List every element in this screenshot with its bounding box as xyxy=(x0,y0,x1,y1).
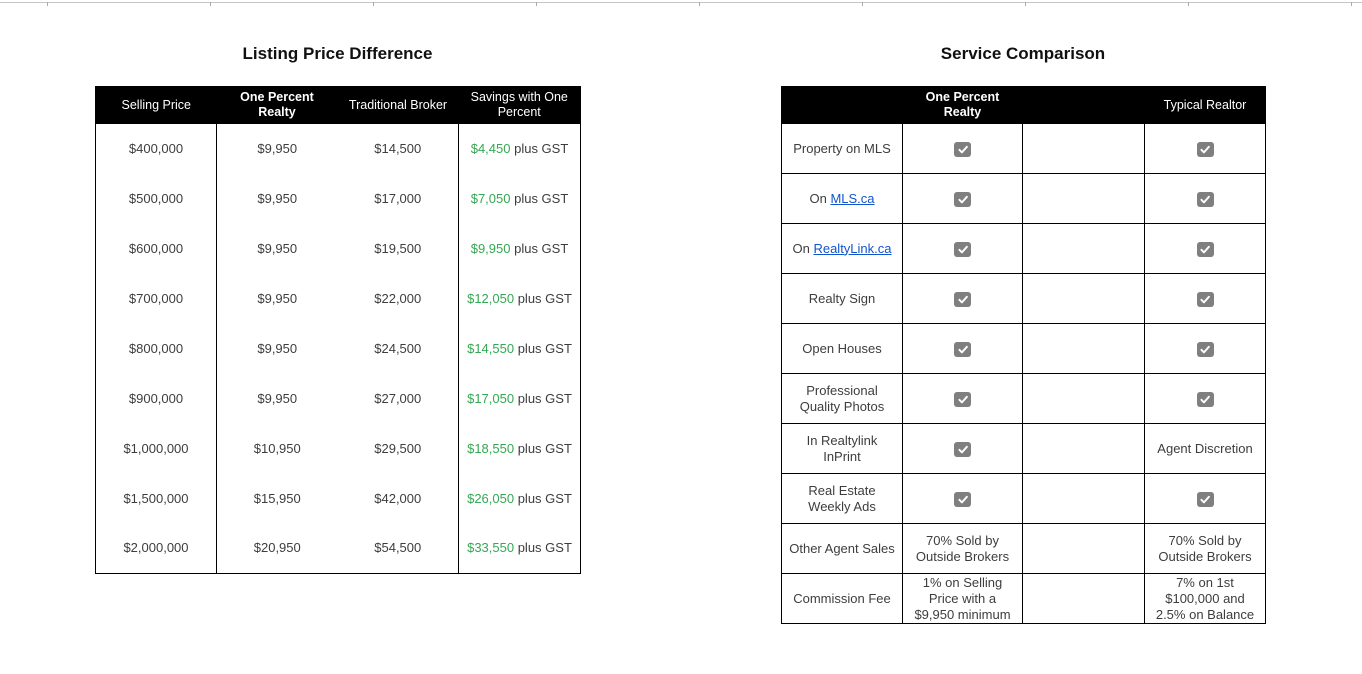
checkbox-checked-icon[interactable] xyxy=(954,492,971,507)
savings-suffix: plus GST xyxy=(514,290,572,306)
header-savings-with-one-percent: Savings with One Percent xyxy=(459,87,581,124)
traditional-fee-cell: $24,500 xyxy=(374,340,422,356)
savings-cell xyxy=(459,374,581,424)
savings-suffix: plus GST xyxy=(510,240,569,256)
listing-table-row xyxy=(96,324,581,374)
checkbox-checked-icon[interactable] xyxy=(954,142,971,157)
one-percent-realty-cell xyxy=(903,474,1023,524)
savings-suffix: plus GST xyxy=(514,440,572,456)
middle-cell xyxy=(1023,324,1145,374)
service-label-prefix: On xyxy=(792,240,814,256)
service-label-cell: Professional Quality Photos xyxy=(782,374,903,424)
checkbox-checked-icon[interactable] xyxy=(1197,492,1214,507)
service-table-row xyxy=(782,374,1266,424)
middle-cell xyxy=(1023,424,1145,474)
listing-table-row xyxy=(96,274,581,324)
service-label-cell xyxy=(782,224,903,274)
traditional-fee-cell: $22,000 xyxy=(374,290,422,306)
savings-cell xyxy=(459,124,581,174)
savings-cell xyxy=(459,524,581,574)
traditional-fee-cell: $54,500 xyxy=(374,540,422,556)
listing-table-row xyxy=(96,174,581,224)
ruler-tick xyxy=(210,2,211,6)
savings-amount: $14,550 xyxy=(467,340,515,356)
service-label-cell: Commission Fee xyxy=(782,574,903,624)
header-service-one-percent-realty: One Percent Realty xyxy=(903,87,1023,124)
one-percent-realty-cell xyxy=(903,424,1023,474)
savings-amount: $12,050 xyxy=(467,290,515,306)
savings-suffix: plus GST xyxy=(510,140,569,156)
header-one-percent-realty: One Percent Realty xyxy=(217,87,338,124)
middle-cell xyxy=(1023,274,1145,324)
one-percent-realty-cell xyxy=(903,224,1023,274)
checkbox-checked-icon[interactable] xyxy=(954,242,971,257)
top-ruler xyxy=(0,2,1362,3)
checkbox-checked-icon[interactable] xyxy=(954,192,971,207)
traditional-fee-cell: $14,500 xyxy=(374,140,422,156)
header-traditional-broker: Traditional Broker xyxy=(338,87,459,124)
savings-suffix: plus GST xyxy=(514,340,572,356)
service-label-prefix: On xyxy=(809,190,831,206)
one-percent-fee-cell: $20,950 xyxy=(253,540,301,556)
service-label-cell: Real Estate Weekly Ads xyxy=(782,474,903,524)
middle-cell xyxy=(1023,124,1145,174)
listing-table-row xyxy=(96,224,581,274)
listing-table-row xyxy=(96,524,581,574)
savings-cell xyxy=(459,474,581,524)
savings-suffix: plus GST xyxy=(514,540,572,556)
one-percent-realty-cell xyxy=(903,124,1023,174)
savings-amount: $33,550 xyxy=(467,540,515,556)
realtylink-ca-link[interactable]: RealtyLink.ca xyxy=(813,240,892,256)
traditional-fee-cell: $17,000 xyxy=(374,190,422,206)
middle-cell xyxy=(1023,574,1145,624)
savings-suffix: plus GST xyxy=(514,490,572,506)
savings-amount: $18,550 xyxy=(467,440,515,456)
typical-realtor-cell xyxy=(1145,374,1266,424)
typical-realtor-cell xyxy=(1145,174,1266,224)
typical-realtor-cell xyxy=(1145,274,1266,324)
one-percent-fee-cell: $9,950 xyxy=(257,190,298,206)
savings-cell xyxy=(459,174,581,224)
selling-price-cell: $700,000 xyxy=(96,274,217,324)
service-label-cell: Other Agent Sales xyxy=(782,524,903,574)
header-service-blank-2 xyxy=(1023,87,1145,124)
ruler-tick xyxy=(47,2,48,6)
savings-cell xyxy=(459,424,581,474)
listing-table-header-row xyxy=(96,87,581,124)
listing-table-row xyxy=(96,124,581,174)
service-table-header-row xyxy=(782,87,1266,124)
checkbox-checked-icon[interactable] xyxy=(954,292,971,307)
savings-amount: $17,050 xyxy=(467,390,515,406)
header-service-typical-realtor: Typical Realtor xyxy=(1145,87,1266,124)
savings-suffix: plus GST xyxy=(514,390,572,406)
checkbox-checked-icon[interactable] xyxy=(954,392,971,407)
traditional-fee-cell: $27,000 xyxy=(374,390,422,406)
one-percent-realty-cell: 1% on Selling Price with a $9,950 minimum xyxy=(903,574,1023,624)
selling-price-cell: $1,500,000 xyxy=(96,474,217,524)
ruler-tick xyxy=(1351,2,1352,6)
savings-suffix: plus GST xyxy=(510,190,569,206)
selling-price-cell: $1,000,000 xyxy=(96,424,217,474)
checkbox-checked-icon[interactable] xyxy=(1197,342,1214,357)
checkbox-checked-icon[interactable] xyxy=(1197,292,1214,307)
service-table-row xyxy=(782,174,1266,224)
savings-cell xyxy=(459,274,581,324)
one-percent-realty-cell xyxy=(903,324,1023,374)
one-percent-fee-cell: $10,950 xyxy=(253,440,301,456)
service-table-row xyxy=(782,224,1266,274)
typical-realtor-cell xyxy=(1145,474,1266,524)
typical-realtor-cell: 7% on 1st $100,000 and 2.5% on Balance xyxy=(1145,574,1266,624)
typical-realtor-cell xyxy=(1145,224,1266,274)
ruler-tick xyxy=(1188,2,1189,6)
checkbox-checked-icon[interactable] xyxy=(954,342,971,357)
middle-cell xyxy=(1023,474,1145,524)
selling-price-cell: $800,000 xyxy=(96,324,217,374)
typical-realtor-cell: Agent Discretion xyxy=(1145,424,1266,474)
selling-price-cell: $600,000 xyxy=(96,224,217,274)
header-service-blank-1 xyxy=(782,87,903,124)
checkbox-checked-icon[interactable] xyxy=(1197,242,1214,257)
selling-price-cell: $2,000,000 xyxy=(96,524,217,574)
one-percent-fee-cell: $9,950 xyxy=(257,390,298,406)
checkbox-checked-icon[interactable] xyxy=(1197,142,1214,157)
service-table-row xyxy=(782,474,1266,524)
one-percent-fee-cell: $9,950 xyxy=(257,140,298,156)
service-comparison-title: Service Comparison xyxy=(940,44,1106,63)
service-table-row xyxy=(782,524,1266,574)
service-label-cell xyxy=(782,174,903,224)
service-table-row xyxy=(782,424,1266,474)
savings-cell xyxy=(459,224,581,274)
service-table-row xyxy=(782,574,1266,624)
middle-cell xyxy=(1023,174,1145,224)
savings-amount: $4,450 xyxy=(470,140,511,156)
typical-realtor-cell: 70% Sold by Outside Brokers xyxy=(1145,524,1266,574)
savings-amount: $9,950 xyxy=(470,240,511,256)
listing-table-row xyxy=(96,374,581,424)
listing-price-difference-title: Listing Price Difference xyxy=(242,44,433,63)
header-selling-price: Selling Price xyxy=(96,87,217,124)
one-percent-realty-cell xyxy=(903,274,1023,324)
traditional-fee-cell: $42,000 xyxy=(374,490,422,506)
traditional-fee-cell: $29,500 xyxy=(374,440,422,456)
checkbox-checked-icon[interactable] xyxy=(1197,392,1214,407)
listing-table-body xyxy=(96,124,581,574)
service-table-row xyxy=(782,274,1266,324)
listing-table-row xyxy=(96,424,581,474)
mls-ca-link[interactable]: MLS.ca xyxy=(830,190,875,206)
service-label-cell: Realty Sign xyxy=(782,274,903,324)
checkbox-checked-icon[interactable] xyxy=(1197,192,1214,207)
one-percent-fee-cell: $9,950 xyxy=(257,340,298,356)
service-label-cell: Open Houses xyxy=(782,324,903,374)
one-percent-fee-cell: $15,950 xyxy=(253,490,301,506)
middle-cell xyxy=(1023,374,1145,424)
ruler-tick xyxy=(536,2,537,6)
traditional-fee-cell: $19,500 xyxy=(374,240,422,256)
one-percent-fee-cell: $9,950 xyxy=(257,290,298,306)
checkbox-checked-icon[interactable] xyxy=(954,442,971,457)
typical-realtor-cell xyxy=(1145,324,1266,374)
savings-cell xyxy=(459,324,581,374)
selling-price-cell: $500,000 xyxy=(96,174,217,224)
savings-amount: $7,050 xyxy=(470,190,511,206)
typical-realtor-cell xyxy=(1145,124,1266,174)
ruler-tick xyxy=(1025,2,1026,6)
listing-table-row xyxy=(96,474,581,524)
one-percent-realty-cell: 70% Sold by Outside Brokers xyxy=(903,524,1023,574)
selling-price-cell: $400,000 xyxy=(96,124,217,174)
ruler-tick xyxy=(862,2,863,6)
service-table-row xyxy=(782,124,1266,174)
one-percent-realty-cell xyxy=(903,374,1023,424)
service-comparison-table xyxy=(781,86,1266,624)
one-percent-fee-cell: $9,950 xyxy=(257,240,298,256)
middle-cell xyxy=(1023,224,1145,274)
selling-price-cell: $900,000 xyxy=(96,374,217,424)
service-table-body xyxy=(782,124,1266,624)
ruler-tick xyxy=(699,2,700,6)
service-table-row xyxy=(782,324,1266,374)
middle-cell xyxy=(1023,524,1145,574)
listing-price-table xyxy=(95,86,581,574)
service-label-cell: Property on MLS xyxy=(782,124,903,174)
service-label-cell: In Realtylink InPrint xyxy=(782,424,903,474)
one-percent-realty-cell xyxy=(903,174,1023,224)
savings-amount: $26,050 xyxy=(467,490,515,506)
ruler-tick xyxy=(373,2,374,6)
